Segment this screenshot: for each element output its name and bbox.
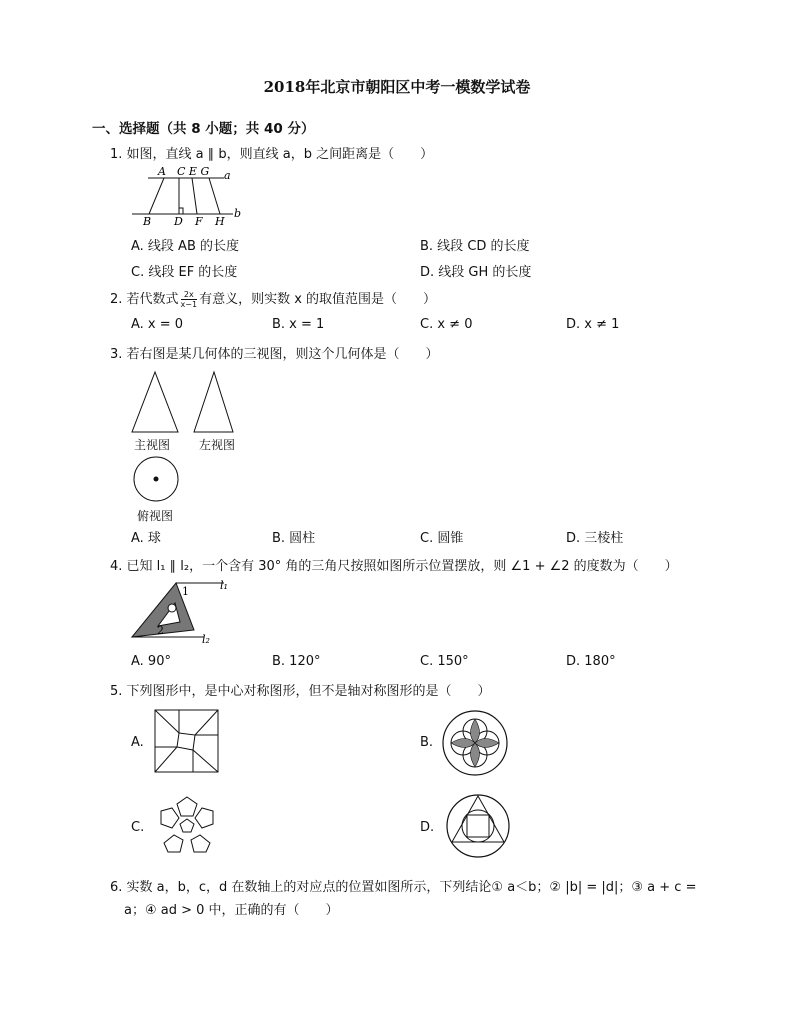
q1-option-b: B. 线段 CD 的长度 [420,239,530,254]
q2-stem-pre: 2. 若代数式 [110,292,179,307]
shaded-petal [475,739,499,748]
shaded-petal [451,739,475,748]
front-view-triangle [132,372,178,432]
angle-1-label: 1 [182,585,189,598]
pinwheel-line [155,710,179,733]
pentagon [191,835,210,852]
question-3-stem: 3. 若右图是某几何体的三视图，则这个几何体是（ ） [110,347,439,362]
label-l1: l₁ [220,579,228,592]
q5-option-b-label: B. [420,735,434,750]
q2-fraction-numerator: 2x [181,290,198,300]
q5-option-c-label: C. [131,820,145,835]
pinwheel-line [193,750,218,772]
inscribed-square [467,815,489,837]
q4-option-d: D. 180° [566,654,616,669]
q2-option-c: C. x ≠ 0 [420,317,473,332]
q3-option-b: B. 圆柱 [272,531,316,546]
q1-label-A: A [158,165,166,178]
triangle-ruler-hole [168,604,176,612]
q1-label-a: a [224,169,231,182]
q1-label-CEG: C E G [177,165,210,178]
q4-option-a: A. 90° [131,654,171,669]
question-6-line-1: 6. 实数 a，b，c，d 在数轴上的对应点的位置如图所示，下列结论① a＜b；② |b| = |d|；③ a + c = [110,880,697,895]
question-6-line-2: a；④ ad > 0 中，正确的有（ ） [124,903,339,918]
angle-2-label: 2 [157,624,164,637]
q3-option-c: C. 圆锥 [420,531,464,546]
q1-option-d: D. 线段 GH 的长度 [420,265,532,280]
q1-right-angle-mark [179,208,183,214]
inner-square [177,733,195,750]
q1-label-B: B [143,215,152,228]
q1-label-b: b [234,207,242,220]
q2-option-a: A. x = 0 [131,317,184,332]
front-view-caption: 主视图 [134,438,171,452]
pentagon [195,808,213,828]
q2-fraction [181,290,198,309]
pentagon [164,835,183,852]
top-view-caption: 俯视图 [137,509,174,523]
outer-circle [447,795,509,857]
question-4-stem: 4. 已知 l₁ ∥ l₂，一个含有 30° 角的三角尺按照如图所示位置摆放，则 ∠1 + ∠2 的度数为（ ） [110,559,678,574]
q1-figure [128,162,248,228]
q1-label-H: H [215,215,225,228]
shaded-petal [471,719,480,743]
q1-label-D: D [174,215,183,228]
section-heading: 一、选择题（共 8 小题；共 40 分） [92,121,315,137]
q4-option-c: C. 150° [420,654,469,669]
pentagon [161,808,179,828]
q2-option-d: D. x ≠ 1 [566,317,620,332]
pentagon [177,797,197,816]
q1-label-F: F [195,215,203,228]
q5-figure-c-pentagons [152,793,222,859]
q1-segment-ab [149,178,164,214]
center-pentagon [180,819,194,832]
top-view-center-dot [154,477,159,482]
side-view-triangle [194,372,233,432]
q3-option-a: A. 球 [131,531,161,546]
q5-figure-a-pinwheel-square [153,708,221,774]
q4-option-b: B. 120° [272,654,321,669]
q3-views-figure [128,368,248,438]
q1-option-c: C. 线段 EF 的长度 [131,265,238,280]
top-view-figure [130,455,182,505]
label-l2: l₂ [202,633,210,646]
q5-option-d-label: D. [420,820,435,835]
q4-figure [128,576,238,652]
pinwheel-line [155,747,177,772]
q1-segment-gh [209,178,220,214]
inscribed-triangle [452,796,504,842]
q2-option-b: B. x = 1 [272,317,325,332]
q2-stem-post: 有意义，则实数 x 的取值范围是（ ） [199,292,437,307]
q1-segment-ef [192,178,197,214]
q3-option-d: D. 三棱柱 [566,531,624,546]
pinwheel-line [195,710,218,735]
side-view-caption: 左视图 [199,438,236,452]
q5-figure-b-four-petals [440,708,510,778]
question-2-stem [110,288,436,309]
q1-option-a: A. 线段 AB 的长度 [131,239,240,254]
q2-fraction-denominator: x−1 [180,300,198,309]
q5-figure-d-circle-triangle-square [444,790,512,860]
page-title: 2018年北京市朝阳区中考一模数学试卷 [263,78,531,96]
question-1-stem: 1. 如图，直线 a ∥ b，则直线 a，b 之间距离是（ ） [110,147,434,162]
question-5-stem: 5. 下列图形中，是中心对称图形，但不是轴对称图形的是（ ） [110,684,491,699]
q5-option-a-label: A. [131,735,144,750]
shaded-petal [471,743,480,767]
